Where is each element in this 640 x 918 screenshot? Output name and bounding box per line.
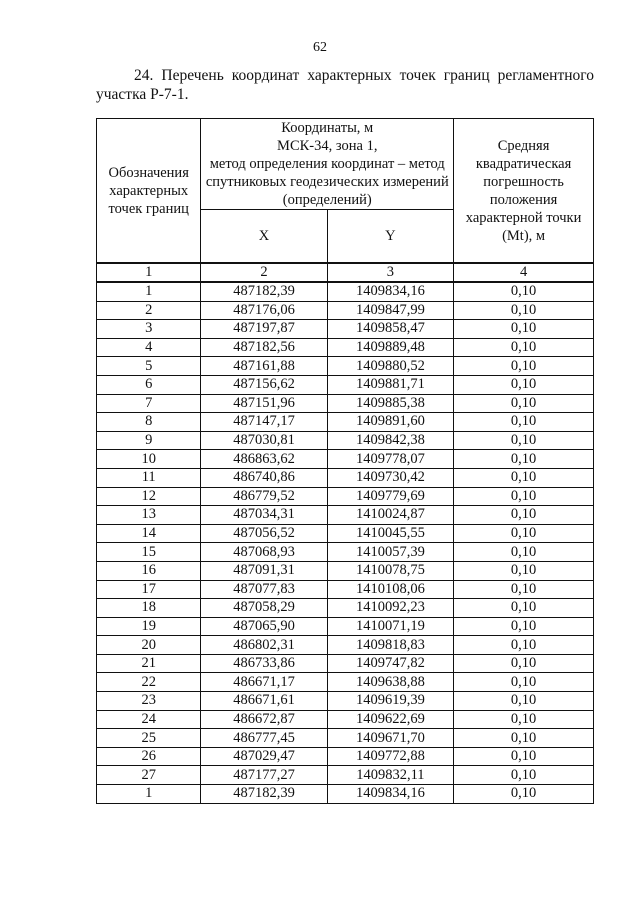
x-coordinate-cell: 487177,27 [201, 766, 327, 785]
header-point-label: Обозначения характерных точек границ [97, 119, 201, 264]
header-coordinates [201, 119, 454, 210]
x-coordinate-cell: 487147,17 [201, 413, 327, 432]
error-cell: 0,10 [454, 617, 594, 636]
column-index-cell: 3 [327, 263, 453, 282]
error-cell: 0,10 [454, 673, 594, 692]
x-coordinate-cell: 487182,39 [201, 785, 327, 804]
header-coordinates-line: МСК-34, зона 1, [277, 138, 378, 154]
x-coordinate-cell: 486672,87 [201, 710, 327, 729]
header-x: X [201, 210, 327, 264]
point-number-cell: 13 [97, 506, 201, 525]
error-cell: 0,10 [454, 747, 594, 766]
table-row [97, 487, 594, 506]
table-row [97, 468, 594, 487]
header-y: Y [327, 210, 453, 264]
y-coordinate-cell: 1410045,55 [327, 524, 453, 543]
y-coordinate-cell: 1410057,39 [327, 543, 453, 562]
x-coordinate-cell: 487056,52 [201, 524, 327, 543]
y-coordinate-cell: 1409834,16 [327, 282, 453, 301]
point-number-cell: 20 [97, 636, 201, 655]
table-row [97, 394, 594, 413]
y-coordinate-cell: 1409889,48 [327, 338, 453, 357]
point-number-cell: 18 [97, 599, 201, 618]
point-number-cell: 21 [97, 654, 201, 673]
header-coordinates-line: (определений) [282, 192, 372, 208]
x-coordinate-cell: 487034,31 [201, 506, 327, 525]
error-cell: 0,10 [454, 468, 594, 487]
error-cell: 0,10 [454, 320, 594, 339]
y-coordinate-cell: 1409818,83 [327, 636, 453, 655]
x-coordinate-cell: 486779,52 [201, 487, 327, 506]
point-number-cell: 25 [97, 729, 201, 748]
y-coordinate-cell: 1410078,75 [327, 561, 453, 580]
point-number-cell: 7 [97, 394, 201, 413]
x-coordinate-cell: 487030,81 [201, 431, 327, 450]
table-row [97, 636, 594, 655]
header-error-label: Средняя квадратическая погрешность положения характерной точки (Mt), м [454, 119, 594, 264]
y-coordinate-cell: 1409847,99 [327, 301, 453, 320]
error-cell: 0,10 [454, 357, 594, 376]
table-row [97, 431, 594, 450]
x-coordinate-cell: 486733,86 [201, 654, 327, 673]
error-cell: 0,10 [454, 487, 594, 506]
x-coordinate-cell: 487176,06 [201, 301, 327, 320]
x-coordinate-cell: 487197,87 [201, 320, 327, 339]
point-number-cell: 1 [97, 785, 201, 804]
column-index-cell: 4 [454, 263, 594, 282]
x-coordinate-cell: 487151,96 [201, 394, 327, 413]
point-number-cell: 4 [97, 338, 201, 357]
table-row [97, 375, 594, 394]
error-cell: 0,10 [454, 561, 594, 580]
point-number-cell: 12 [97, 487, 201, 506]
x-coordinate-cell: 486802,31 [201, 636, 327, 655]
x-coordinate-cell: 487068,93 [201, 543, 327, 562]
table-row [97, 450, 594, 469]
point-number-cell: 2 [97, 301, 201, 320]
x-coordinate-cell: 487156,62 [201, 375, 327, 394]
section-heading: 24. Перечень координат характерных точек границ регламентного участка Р-7-1. [96, 67, 594, 103]
y-coordinate-cell: 1409772,88 [327, 747, 453, 766]
y-coordinate-cell: 1409622,69 [327, 710, 453, 729]
error-cell: 0,10 [454, 766, 594, 785]
error-cell: 0,10 [454, 599, 594, 618]
error-cell: 0,10 [454, 524, 594, 543]
y-coordinate-cell: 1409778,07 [327, 450, 453, 469]
x-coordinate-cell: 487058,29 [201, 599, 327, 618]
page-number: 62 [313, 40, 327, 55]
y-coordinate-cell: 1409842,38 [327, 431, 453, 450]
error-cell: 0,10 [454, 394, 594, 413]
table-row [97, 543, 594, 562]
x-coordinate-cell: 487091,31 [201, 561, 327, 580]
table-row [97, 506, 594, 525]
y-coordinate-cell: 1409671,70 [327, 729, 453, 748]
point-number-cell: 5 [97, 357, 201, 376]
x-coordinate-cell: 487182,56 [201, 338, 327, 357]
y-coordinate-cell: 1409880,52 [327, 357, 453, 376]
table-row [97, 617, 594, 636]
y-coordinate-cell: 1409858,47 [327, 320, 453, 339]
error-cell: 0,10 [454, 654, 594, 673]
point-number-cell: 15 [97, 543, 201, 562]
y-coordinate-cell: 1410071,19 [327, 617, 453, 636]
error-cell: 0,10 [454, 580, 594, 599]
error-cell: 0,10 [454, 710, 594, 729]
x-coordinate-cell: 487182,39 [201, 282, 327, 301]
point-number-cell: 3 [97, 320, 201, 339]
y-coordinate-cell: 1409885,38 [327, 394, 453, 413]
column-index-cell: 1 [97, 263, 201, 282]
table-row [97, 357, 594, 376]
error-cell: 0,10 [454, 729, 594, 748]
point-number-cell: 27 [97, 766, 201, 785]
error-cell: 0,10 [454, 338, 594, 357]
x-coordinate-cell: 487029,47 [201, 747, 327, 766]
table-row [97, 673, 594, 692]
error-cell: 0,10 [454, 282, 594, 301]
y-coordinate-cell: 1409747,82 [327, 654, 453, 673]
point-number-cell: 14 [97, 524, 201, 543]
column-index-cell: 2 [201, 263, 327, 282]
table-row [97, 282, 594, 301]
error-cell: 0,10 [454, 375, 594, 394]
y-coordinate-cell: 1409638,88 [327, 673, 453, 692]
x-coordinate-cell: 487077,83 [201, 580, 327, 599]
point-number-cell: 19 [97, 617, 201, 636]
x-coordinate-cell: 486740,86 [201, 468, 327, 487]
table-row [97, 524, 594, 543]
point-number-cell: 8 [97, 413, 201, 432]
y-coordinate-cell: 1409779,69 [327, 487, 453, 506]
point-number-cell: 16 [97, 561, 201, 580]
y-coordinate-cell: 1409730,42 [327, 468, 453, 487]
table-row [97, 710, 594, 729]
y-coordinate-cell: 1410108,06 [327, 580, 453, 599]
y-coordinate-cell: 1410024,87 [327, 506, 453, 525]
table-row [97, 766, 594, 785]
point-number-cell: 10 [97, 450, 201, 469]
table-header [97, 119, 594, 264]
x-coordinate-cell: 487065,90 [201, 617, 327, 636]
table-row [97, 301, 594, 320]
x-coordinate-cell: 486671,17 [201, 673, 327, 692]
header-coordinates-line: метод определения координат – метод [209, 156, 445, 172]
table-row [97, 413, 594, 432]
table-row [97, 785, 594, 804]
point-number-cell: 24 [97, 710, 201, 729]
table-row [97, 580, 594, 599]
table-row [97, 338, 594, 357]
y-coordinate-cell: 1410092,23 [327, 599, 453, 618]
x-coordinate-cell: 487161,88 [201, 357, 327, 376]
table-row [97, 320, 594, 339]
y-coordinate-cell: 1409881,71 [327, 375, 453, 394]
point-number-cell: 26 [97, 747, 201, 766]
table-row [97, 729, 594, 748]
x-coordinate-cell: 486671,61 [201, 692, 327, 711]
error-cell: 0,10 [454, 785, 594, 804]
error-cell: 0,10 [454, 413, 594, 432]
y-coordinate-cell: 1409832,11 [327, 766, 453, 785]
y-coordinate-cell: 1409891,60 [327, 413, 453, 432]
error-cell: 0,10 [454, 450, 594, 469]
error-cell: 0,10 [454, 506, 594, 525]
point-number-cell: 6 [97, 375, 201, 394]
table-row [97, 654, 594, 673]
header-coordinates-line: Координаты, м [281, 120, 374, 136]
column-index-row [97, 263, 594, 282]
error-cell: 0,10 [454, 301, 594, 320]
table-row [97, 747, 594, 766]
header-row-1 [97, 119, 594, 210]
x-coordinate-cell: 486863,62 [201, 450, 327, 469]
table-body [97, 263, 594, 803]
table-row [97, 599, 594, 618]
table-row [97, 561, 594, 580]
error-cell: 0,10 [454, 543, 594, 562]
point-number-cell: 23 [97, 692, 201, 711]
point-number-cell: 9 [97, 431, 201, 450]
y-coordinate-cell: 1409619,39 [327, 692, 453, 711]
point-number-cell: 22 [97, 673, 201, 692]
point-number-cell: 1 [97, 282, 201, 301]
error-cell: 0,10 [454, 431, 594, 450]
error-cell: 0,10 [454, 636, 594, 655]
table-row [97, 692, 594, 711]
x-coordinate-cell: 486777,45 [201, 729, 327, 748]
coordinates-table [96, 118, 594, 804]
point-number-cell: 17 [97, 580, 201, 599]
y-coordinate-cell: 1409834,16 [327, 785, 453, 804]
error-cell: 0,10 [454, 692, 594, 711]
point-number-cell: 11 [97, 468, 201, 487]
header-coordinates-line: спутниковых геодезических измерений [205, 174, 449, 190]
